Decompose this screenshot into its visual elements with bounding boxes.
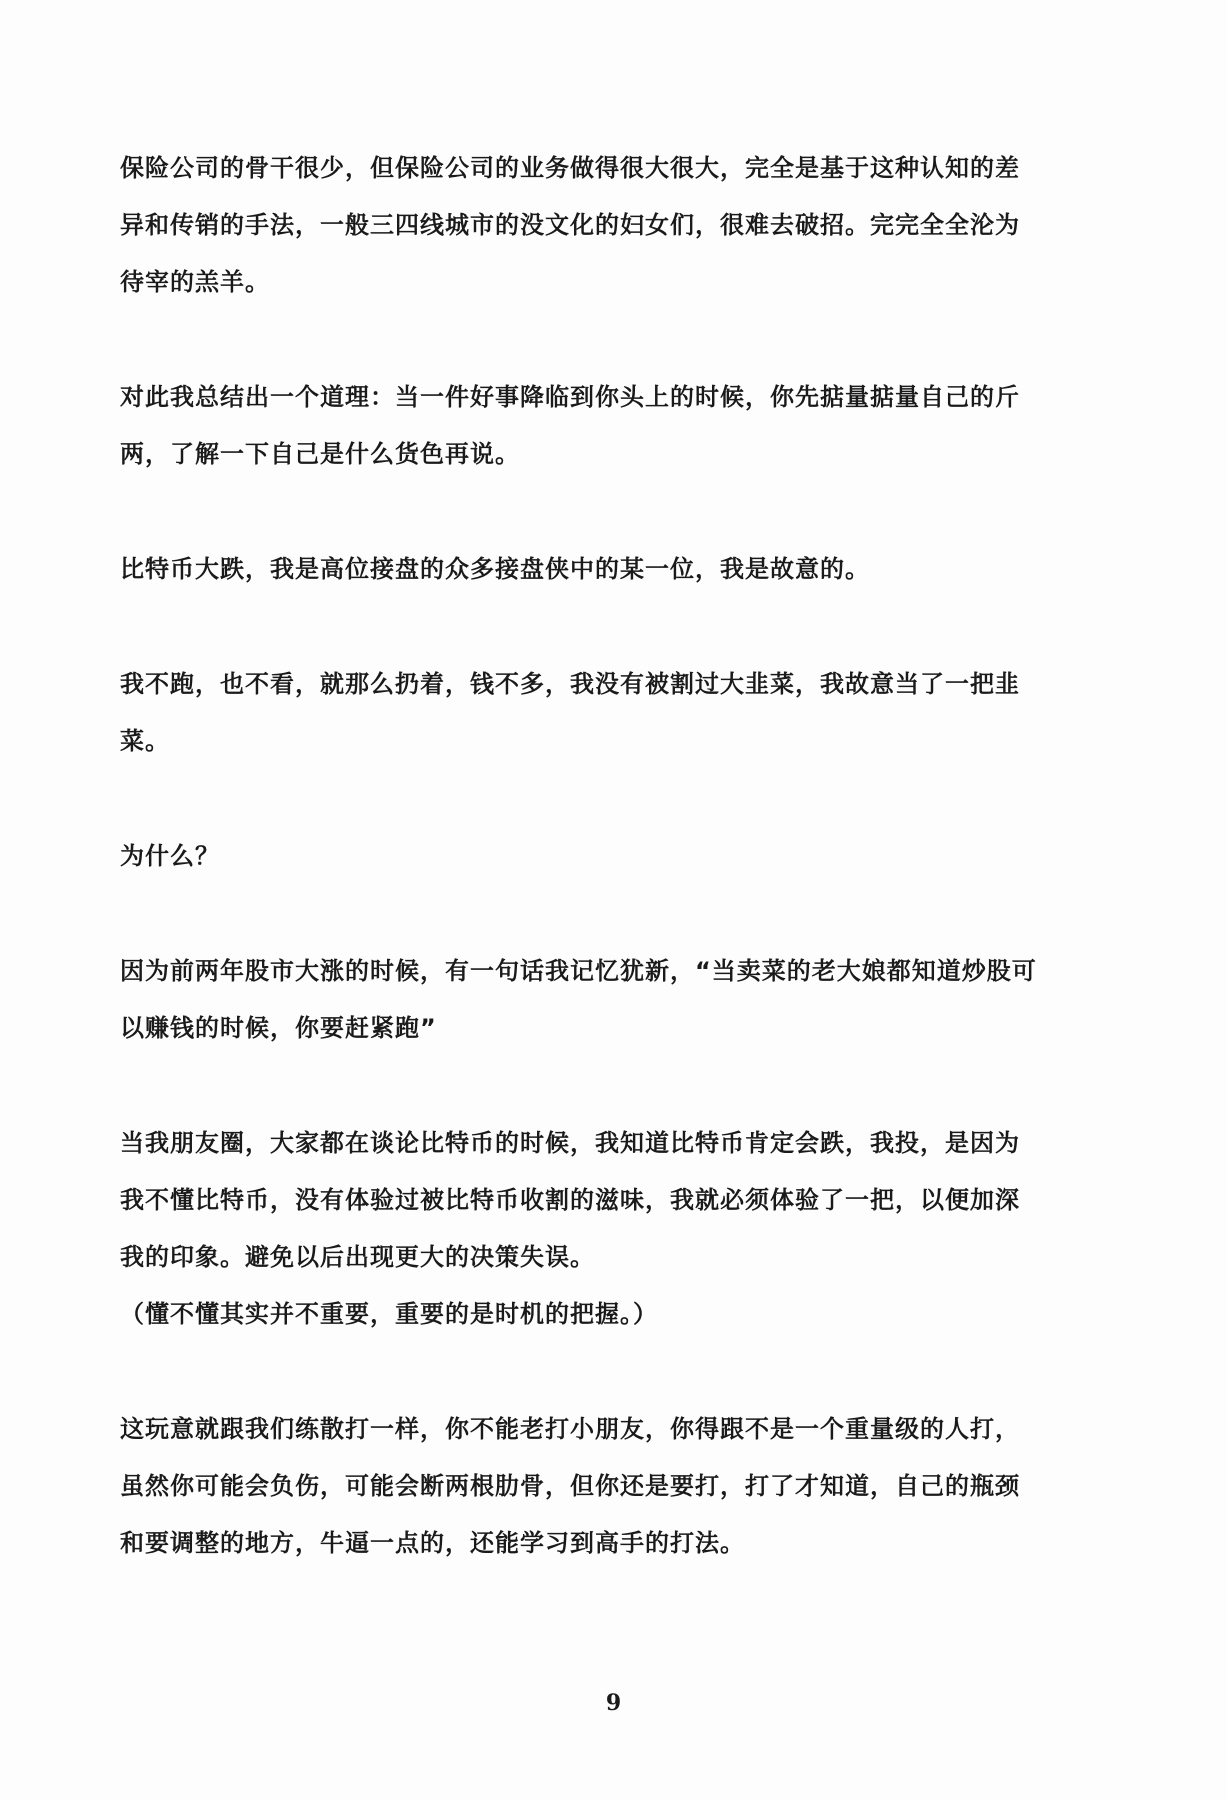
paragraph-6: 因为前两年股市大涨的时候，有一句话我记忆犹新，“当卖菜的老大娘都知道炒股可 以赚钱的时候，你要赶紧跑”: [120, 957, 1037, 1042]
paragraph-7: 当我朋友圈，大家都在谈论比特币的时候，我知道比特币肯定会跌，我投，是因为 我不懂比特币，没有体验过被比特币收割的滋味，我就必须体验了一把，以便加深 我的印象。避免以后出现更大的决策失误。: [120, 1129, 1020, 1271]
paragraph-9: 这玩意就跟我们练散打一样，你不能老打小朋友，你得跟不是一个重量级的人打， 虽然你可能会负伤，可能会断两根肋骨，但你还是要打，打了才知道，自己的瓶颈 和要调整的地方，牛逼一点的，还能学习到高手的打法。: [120, 1415, 1020, 1557]
paragraph-8-note: （懂不懂其实并不重要，重要的是时机的把握。）: [120, 1300, 658, 1328]
paragraph-2: 对此我总结出一个道理：当一件好事降临到你头上的时候，你先掂量掂量自己的斤 两，了解一下自己是什么货色再说。: [120, 383, 1020, 468]
paragraph-3: 比特币大跌，我是高位接盘的众多接盘侠中的某一位，我是故意的。: [120, 555, 870, 583]
paragraph-5: 为什么？: [120, 842, 220, 870]
paragraph-4: 我不跑，也不看，就那么扔着，钱不多，我没有被割过大韭菜，我故意当了一把韭 菜。: [120, 670, 1020, 755]
paragraph-1: 保险公司的骨干很少，但保险公司的业务做得很大很大，完全是基于这种认知的差 异和传销的手法，一般三四线城市的没文化的妇女们，很难去破招。完完全全沦为 待宰的羔羊。: [120, 154, 1020, 296]
page-body: [120, 140, 1080, 1630]
page-number: 9: [605, 1690, 622, 1716]
